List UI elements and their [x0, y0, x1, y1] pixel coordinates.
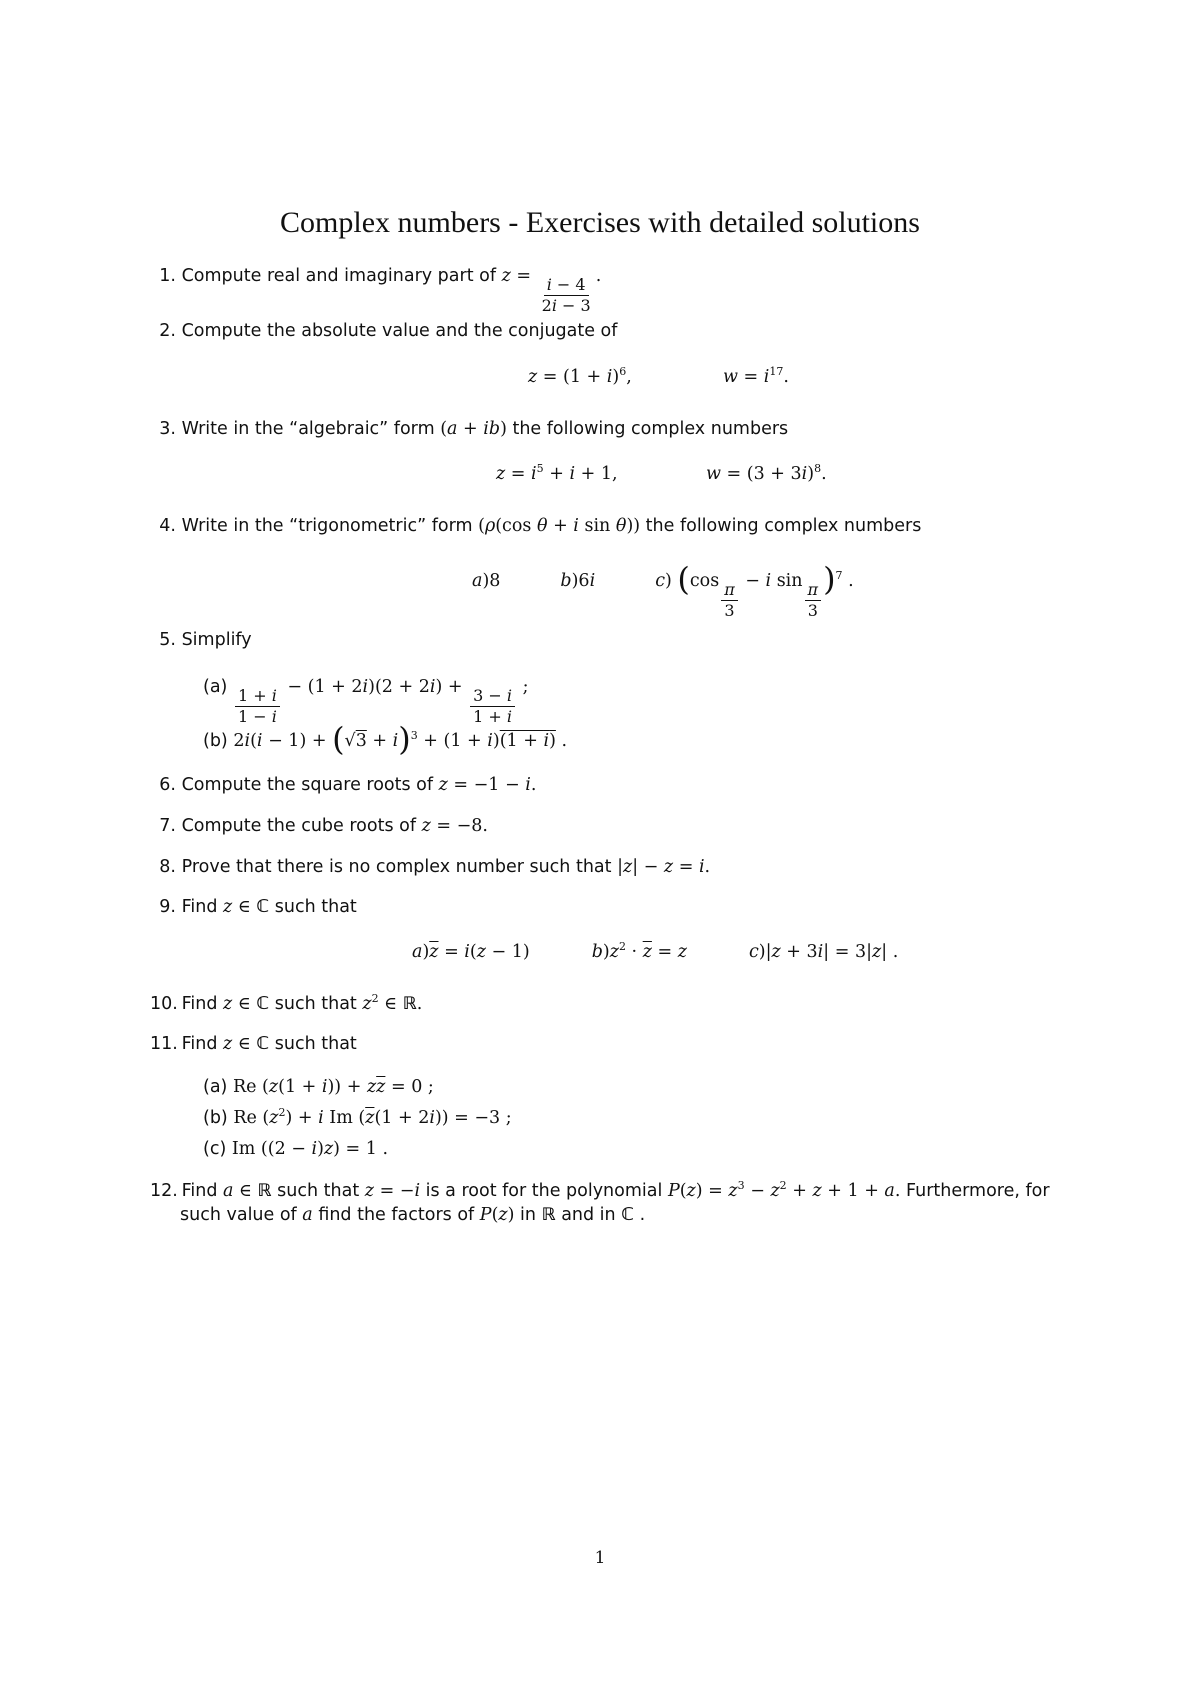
page-title: Complex numbers - Exercises with detailed solutions [280, 206, 920, 239]
exercise-11b: (b) Re $(z^2) + i$ Im $(\overline{z}(1 + 2i)) = -3$ ; [203, 1106, 512, 1128]
page-number: 1 [594, 1548, 606, 1568]
exercise-11a: (a) Re $(z(1 + i)) + z\overline{z} = 0$ ; [203, 1077, 434, 1097]
exercise-12-line-2: such value of a find the factors of P(z) in ℝ and in ℂ . [180, 1205, 646, 1225]
exercise-3: 3. Write in the “algebraic” form (a + ib) the following complex numbers [159, 419, 789, 439]
exercise-6: 6. Compute the square roots of z = −1 − i. [159, 775, 537, 795]
exercise-2-formula-w: $w = i^{17}$. [723, 365, 789, 387]
exercise-11: 11. Find z ∈ ℂ such that [150, 1034, 357, 1054]
exercise-2-formula-z: $z = (1 + i)^6$, [528, 365, 632, 387]
exercise-10: 10. Find z ∈ ℂ such that $z^2$ ∈ ℝ. [150, 992, 423, 1014]
exercise-3-formula-w: $w = (3 + 3i)^8$. [706, 462, 827, 484]
exercise-11c: (c) Im ((2 − i)z) = 1 . [203, 1139, 389, 1159]
exercise-4: 4. Write in the “trigonometric” form (ρ(cos θ + i sin θ)) the following complex numbers [159, 516, 922, 536]
exercise-5a: (a) $\frac{1 + i}{1 - i}$ − (1 + 2i)(2 + 2i) + $\frac{3 - i}{1 + i}$ ; [203, 677, 529, 726]
exercise-5: 5. Simplify [159, 630, 252, 650]
exercise-9-formula: $a)\overline{z} = i(z - 1)$ $b)z^2 \cdot \overline{z} = z$ c)|z + 3i| = 3|z| . [412, 940, 899, 962]
exercise-8: 8. Prove that there is no complex number such that |z| − z = i. [159, 857, 711, 877]
exercise-2: 2. Compute the absolute value and the conjugate of [159, 321, 618, 341]
exercise-5b: (b) $2i(i - 1) + (√3 + i)^3 + (1 + i)(1 + i)$ . [203, 720, 568, 758]
exercise-4-formula: a)8 b)6i c) (cos $\frac{\pi}{3}$ − i sin $\frac{\pi}{3}$ )$^7$ . [472, 560, 854, 620]
exercise-1: 1. Compute real and imaginary part of z = $\frac{i - 4}{2i - 3}$ . [159, 266, 602, 315]
exercise-7: 7. Compute the cube roots of z = −8. [159, 816, 488, 836]
exercise-12: 12. Find a ∈ ℝ such that z = −i is a root for the polynomial $P(z) = z^3 - z^2 + z + 1 + a$. Furthermore, for [150, 1179, 1050, 1201]
exercise-9: 9. Find z ∈ ℂ such that [159, 897, 357, 917]
exercise-3-formula-z: $z = i^5 + i + 1$, [496, 462, 618, 484]
